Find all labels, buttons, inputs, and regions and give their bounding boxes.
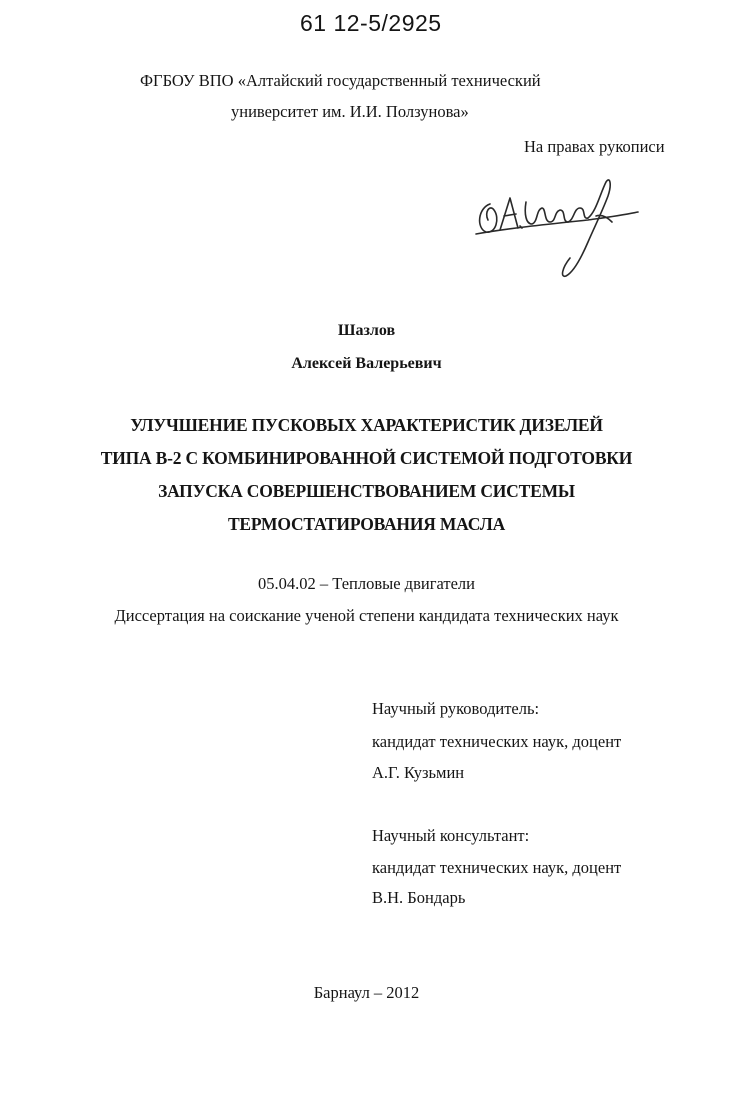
thesis-title-line-4: ТЕРМОСТАТИРОВАНИЯ МАСЛА <box>227 514 506 534</box>
specialty-code: 05.04.02 – Тепловые двигатели <box>258 574 475 593</box>
organization-line-1: ФГБОУ ВПО «Алтайский государственный технический <box>140 71 541 90</box>
consultant-role: Научный консультант: <box>372 826 530 845</box>
city-and-year: Барнаул – 2012 <box>313 983 420 1002</box>
author-signature <box>470 172 645 284</box>
manuscript-rights-note: На правах рукописи <box>524 137 665 156</box>
author-last-name: Шазлов <box>337 322 396 339</box>
thesis-title-line-2: ТИПА В-2 С КОМБИНИРОВАННОЙ СИСТЕМОЙ ПОДГОТОВКИ <box>100 448 633 468</box>
organization-line-2: университет им. И.И. Ползунова» <box>231 102 469 121</box>
archive-stamp-number: 61 12-5/2925 <box>300 10 442 36</box>
thesis-title-line-1: УЛУЧШЕНИЕ ПУСКОВЫХ ХАРАКТЕРИСТИК ДИЗЕЛЕЙ <box>130 415 603 435</box>
author-first-names: Алексей Валерьевич <box>291 355 442 372</box>
thesis-title-line-3: ЗАПУСКА СОВЕРШЕНСТВОВАНИЕМ СИСТЕМЫ <box>158 481 575 501</box>
supervisor-name: А.Г. Кузьмин <box>372 763 465 782</box>
consultant-name: В.Н. Бондарь <box>372 888 466 907</box>
consultant-rank: кандидат технических наук, доцент <box>372 858 622 877</box>
supervisor-rank: кандидат технических наук, доцент <box>372 732 622 751</box>
supervisor-role: Научный руководитель: <box>372 699 540 718</box>
degree-statement: Диссертация на соискание ученой степени кандидата технических наук <box>114 606 619 625</box>
